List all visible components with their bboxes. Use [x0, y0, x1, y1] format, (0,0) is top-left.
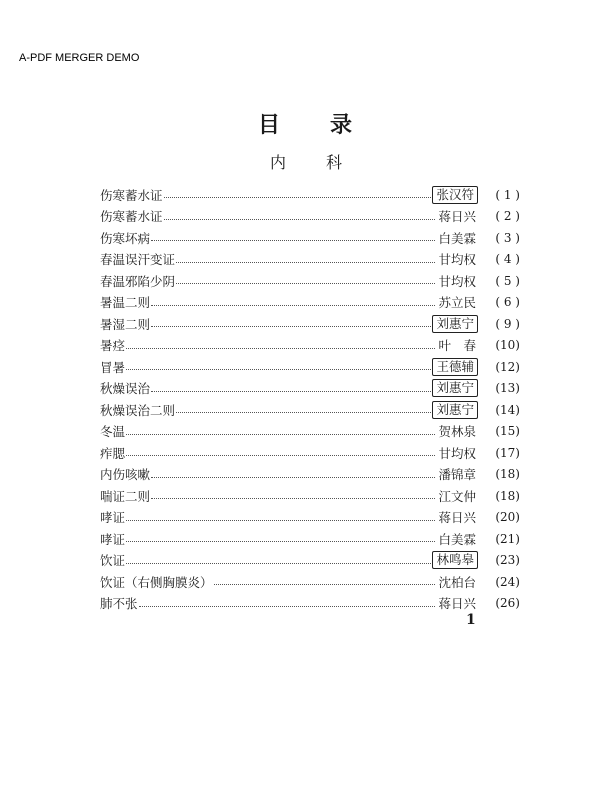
table-of-contents [100, 184, 520, 614]
toc-entry-author: 蒋日兴 [438, 209, 476, 225]
toc-leader-dots [151, 391, 431, 392]
toc-entry [100, 507, 520, 529]
toc-entry-title: 秋燥误治二则 [100, 402, 176, 418]
toc-leader-dots [151, 305, 435, 306]
toc-entry [100, 571, 520, 593]
section-char-2: 科 [326, 153, 343, 172]
toc-entry-title: 秋燥误治 [100, 381, 151, 397]
toc-entry [100, 313, 520, 335]
toc-entry-page: (20) [495, 510, 520, 525]
toc-entry-author: 贺林泉 [438, 424, 476, 440]
toc-leader-dots [164, 219, 436, 220]
toc-leader-dots [126, 369, 431, 370]
toc-entry-page: (14) [495, 402, 520, 417]
toc-entry-title: 春温邪陷少阴 [100, 273, 176, 289]
toc-leader-dots [126, 455, 435, 456]
toc-entry-title: 伤寒蓄水证 [100, 209, 163, 225]
page-number: 1 [466, 612, 476, 628]
toc-entry-author-boxed: 林鸣皋 [432, 551, 478, 569]
toc-entry [100, 206, 520, 228]
toc-leader-dots [126, 348, 435, 349]
toc-entry-title: 暑温二则 [100, 295, 151, 311]
toc-leader-dots [126, 541, 435, 542]
toc-entry [100, 593, 520, 615]
toc-entry [100, 464, 520, 486]
toc-entry-author-boxed: 刘惠宁 [432, 379, 478, 397]
toc-leader-dots [176, 412, 431, 413]
toc-entry [100, 378, 520, 400]
toc-entry-page: ( 3 ) [495, 230, 520, 245]
title-char-1: 目 [257, 112, 282, 138]
page-title [0, 108, 612, 139]
toc-entry-author-boxed: 刘惠宁 [432, 315, 478, 333]
toc-entry-author: 蒋日兴 [438, 596, 476, 612]
toc-entry-author: 苏立民 [438, 295, 476, 311]
toc-entry-page: (17) [495, 445, 520, 460]
toc-leader-dots [176, 262, 435, 263]
toc-entry-title: 伤寒蓄水证 [100, 187, 163, 203]
toc-entry-page: ( 6 ) [495, 295, 520, 310]
toc-entry-page: (23) [495, 553, 520, 568]
toc-entry-author: 甘均权 [438, 252, 476, 268]
toc-entry [100, 184, 520, 206]
toc-entry-author: 叶 春 [438, 338, 476, 354]
toc-entry [100, 528, 520, 550]
toc-leader-dots [151, 477, 435, 478]
toc-entry-page: (24) [495, 574, 520, 589]
toc-entry-page: ( 2 ) [495, 209, 520, 224]
toc-entry [100, 421, 520, 443]
toc-entry [100, 335, 520, 357]
toc-entry-title: 肺不张 [100, 596, 138, 612]
toc-entry-page: (26) [495, 596, 520, 611]
toc-entry-author: 白美霖 [438, 230, 476, 246]
toc-entry-author: 甘均权 [438, 273, 476, 289]
toc-entry-author: 沈柏台 [438, 574, 476, 590]
toc-leader-dots [214, 584, 436, 585]
toc-entry [100, 550, 520, 572]
toc-leader-dots [139, 606, 436, 607]
title-char-2: 录 [330, 112, 355, 138]
toc-entry-title: 哮证 [100, 510, 126, 526]
toc-entry-title: 春温误汗变证 [100, 252, 176, 268]
toc-entry-title: 喘证二则 [100, 488, 151, 504]
toc-entry [100, 356, 520, 378]
toc-entry [100, 227, 520, 249]
toc-entry-author-boxed: 刘惠宁 [432, 401, 478, 419]
toc-leader-dots [126, 563, 431, 564]
toc-entry-author: 蒋日兴 [438, 510, 476, 526]
toc-entry-title: 冬温 [100, 424, 126, 440]
toc-entry-title: 饮证 [100, 553, 126, 569]
toc-entry [100, 249, 520, 271]
toc-entry-author: 白美霖 [438, 531, 476, 547]
toc-entry-page: (10) [495, 338, 520, 353]
toc-entry [100, 485, 520, 507]
toc-entry-page: ( 9 ) [495, 316, 520, 331]
toc-leader-dots [126, 434, 435, 435]
toc-entry-title: 哮证 [100, 531, 126, 547]
toc-entry-author: 江文仲 [438, 488, 476, 504]
toc-entry-author: 潘锦章 [438, 467, 476, 483]
toc-leader-dots [151, 326, 431, 327]
toc-entry-author: 甘均权 [438, 445, 476, 461]
toc-entry-author-boxed: 王德辅 [432, 358, 478, 376]
toc-entry [100, 292, 520, 314]
toc-entry [100, 270, 520, 292]
toc-entry-page: (21) [495, 531, 520, 546]
toc-entry-page: ( 5 ) [495, 273, 520, 288]
toc-entry-title: 暑痉 [100, 338, 126, 354]
toc-entry-title: 痄腮 [100, 445, 126, 461]
toc-entry-title: 冒暑 [100, 359, 126, 375]
toc-entry [100, 442, 520, 464]
section-heading [0, 150, 612, 173]
toc-entry-title: 暑湿二则 [100, 316, 151, 332]
toc-entry-title: 伤寒坏病 [100, 230, 151, 246]
toc-entry-title: 内伤咳嗽 [100, 467, 151, 483]
toc-entry-page: ( 4 ) [495, 252, 520, 267]
toc-entry-page: (12) [495, 359, 520, 374]
watermark-text: A-PDF MERGER DEMO [19, 52, 140, 64]
toc-leader-dots [151, 498, 435, 499]
toc-entry-author-boxed: 张汉符 [432, 186, 478, 204]
toc-entry-page: (18) [495, 488, 520, 503]
toc-entry-page: (15) [495, 424, 520, 439]
toc-entry-title: 饮证（右侧胸膜炎） [100, 574, 213, 590]
toc-entry-page: (13) [495, 381, 520, 396]
toc-entry [100, 399, 520, 421]
toc-entry-page: ( 1 ) [495, 187, 520, 202]
toc-leader-dots [151, 240, 435, 241]
toc-entry-page: (18) [495, 467, 520, 482]
toc-leader-dots [164, 197, 432, 198]
toc-leader-dots [126, 520, 435, 521]
toc-leader-dots [176, 283, 435, 284]
section-char-1: 内 [269, 153, 286, 172]
